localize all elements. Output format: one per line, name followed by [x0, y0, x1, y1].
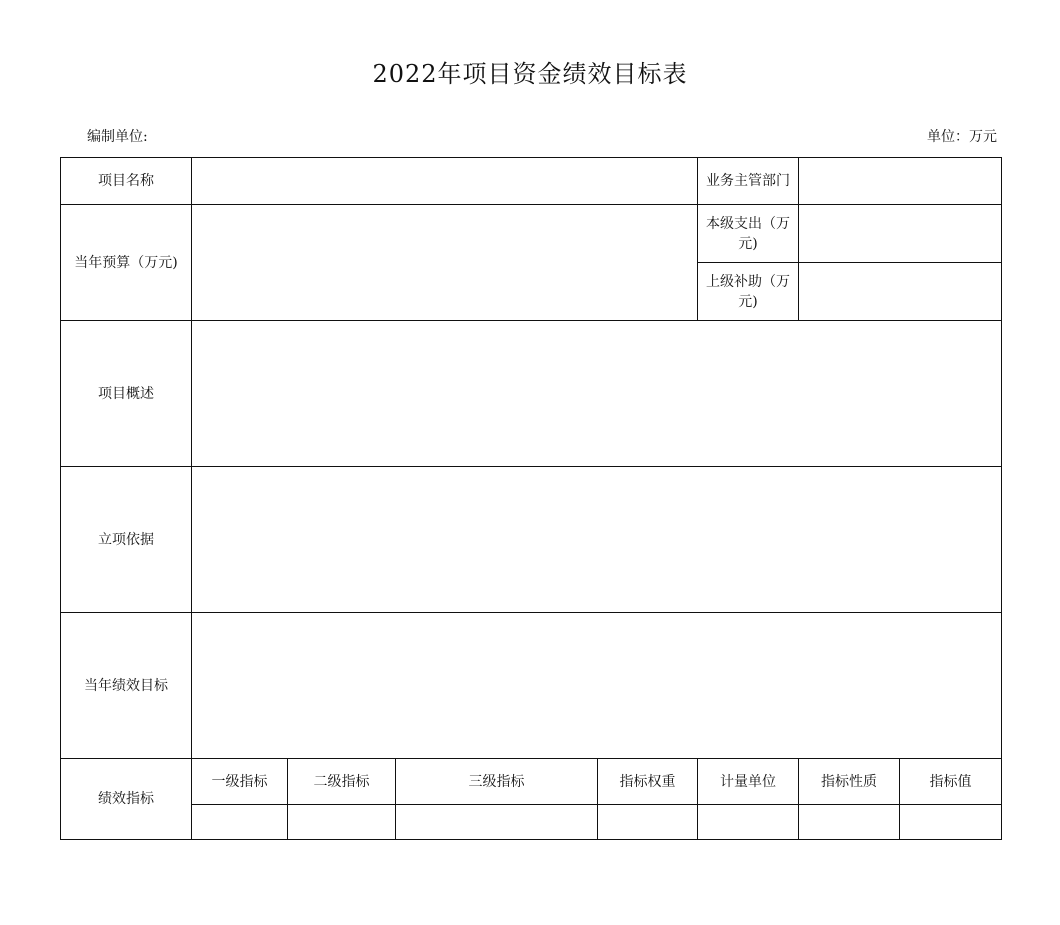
indicator-header-level3: 三级指标: [396, 759, 598, 805]
supervising-dept-value[interactable]: [799, 158, 1002, 205]
higher-level-subsidy-value[interactable]: [799, 263, 1002, 321]
same-level-expense-value[interactable]: [799, 205, 1002, 263]
indicators-label: 绩效指标: [61, 759, 192, 840]
higher-level-subsidy-label: 上级补助（万元): [698, 263, 799, 321]
indicator-cell-level3[interactable]: [396, 805, 598, 840]
indicator-header-weight: 指标权重: [598, 759, 698, 805]
indicator-cell-value[interactable]: [900, 805, 1002, 840]
indicator-cell-weight[interactable]: [598, 805, 698, 840]
project-basis-value[interactable]: [192, 467, 1002, 613]
prepared-by-label: 编制单位:: [87, 129, 148, 145]
indicator-cell-unit[interactable]: [698, 805, 799, 840]
project-name-value[interactable]: [192, 158, 698, 205]
project-basis-label: 立项依据: [61, 467, 192, 613]
project-overview-value[interactable]: [192, 321, 1002, 467]
indicator-header-level2: 二级指标: [288, 759, 396, 805]
performance-goal-table: [60, 157, 1002, 840]
indicator-header-unit: 计量单位: [698, 759, 799, 805]
project-overview-label: 项目概述: [61, 321, 192, 467]
annual-budget-label: 当年预算（万元): [61, 205, 192, 321]
annual-goal-label: 当年绩效目标: [61, 613, 192, 759]
supervising-dept-label: 业务主管部门: [698, 158, 799, 205]
project-name-label: 项目名称: [61, 158, 192, 205]
indicator-header-value: 指标值: [900, 759, 1002, 805]
indicator-header-level1: 一级指标: [192, 759, 288, 805]
same-level-expense-label: 本级支出（万元): [698, 205, 799, 263]
indicator-header-nature: 指标性质: [799, 759, 900, 805]
indicator-cell-nature[interactable]: [799, 805, 900, 840]
unit-label: 单位：万元: [927, 129, 997, 145]
indicator-cell-level1[interactable]: [192, 805, 288, 840]
annual-goal-value[interactable]: [192, 613, 1002, 759]
page-title: 2022年项目资金绩效目标表: [372, 60, 688, 88]
annual-budget-value[interactable]: [192, 205, 698, 321]
indicator-cell-level2[interactable]: [288, 805, 396, 840]
